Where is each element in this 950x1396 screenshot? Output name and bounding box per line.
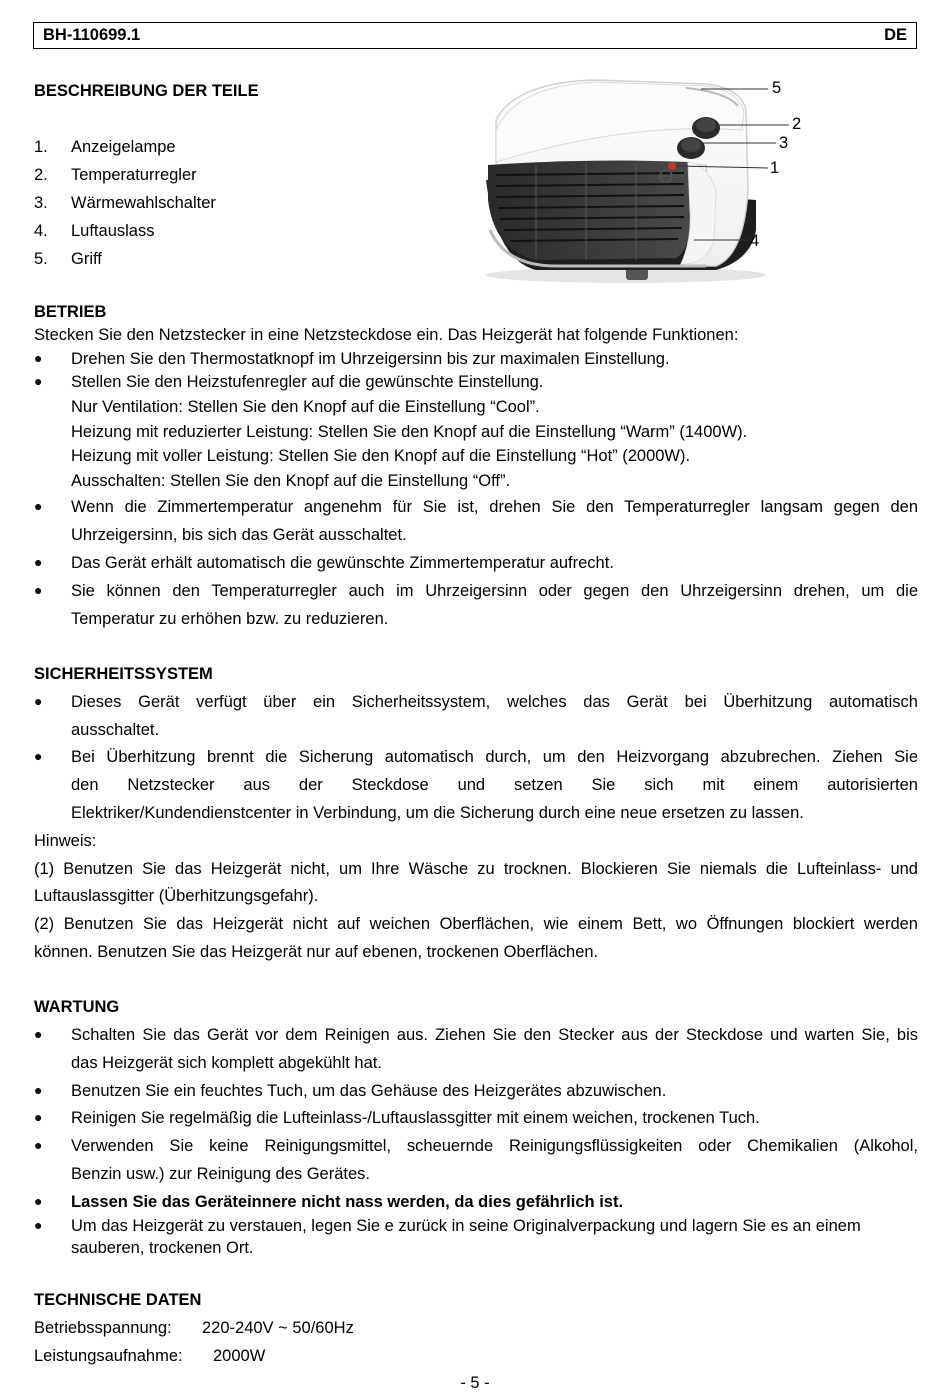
bullet-icon: ● xyxy=(34,748,43,764)
maintenance-item: Reinigen Sie regelmäßig die Lufteinlass-/Luftauslassgitter mit einem weichen, trockenen Tuch. xyxy=(71,1109,760,1127)
safety-item-cont: den Netzstecker aus der Steckdose und setzen Sie sich mit einem autorisierten xyxy=(71,776,918,794)
part-number: 4. xyxy=(34,222,48,240)
maintenance-item-cont: Benzin usw.) zur Reinigung des Gerätes. xyxy=(71,1165,370,1183)
bullet-icon: ● xyxy=(34,693,43,709)
maintenance-item-cont: das Heizgerät sich komplett abgekühlt hat. xyxy=(71,1054,382,1072)
operation-item-cont: Temperatur zu erhöhen bzw. zu reduzieren. xyxy=(71,610,389,628)
bullet-icon: ● xyxy=(34,1082,43,1098)
note-line: (2) Benutzen Sie das Heizgerät nicht auf weichen Oberflächen, wie einem Bett, wo Öffnungen blockiert werden xyxy=(34,915,918,933)
operation-item-cont: Uhrzeigersinn, bis sich das Gerät ausschaltet. xyxy=(71,526,407,544)
maintenance-item-cont: sauberen, trockenen Ort. xyxy=(71,1239,254,1257)
power-value: 2000W xyxy=(213,1347,266,1365)
part-label: Wärmewahlschalter xyxy=(71,194,216,212)
bullet-icon: ● xyxy=(34,1109,43,1125)
voltage-value: 220-240V ~ 50/60Hz xyxy=(202,1319,354,1337)
operation-subitem: Heizung mit reduzierter Leistung: Stellen Sie den Knopf auf die Einstellung “Warm” (1400W). xyxy=(71,423,748,441)
maintenance-warning: Lassen Sie das Geräteinnere nicht nass werden, da dies gefährlich ist. xyxy=(71,1193,624,1211)
bullet-icon: ● xyxy=(34,582,43,598)
bullet-icon: ● xyxy=(34,350,43,366)
operation-subitem: Heizung mit voller Leistung: Stellen Sie den Knopf auf die Einstellung “Hot” (2000W). xyxy=(71,447,691,465)
operation-item: Drehen Sie den Thermostatknopf im Uhrzeigersinn bis zur maximalen Einstellung. xyxy=(71,350,670,368)
operation-item: Wenn die Zimmertemperatur angenehm für Sie ist, drehen Sie den Temperaturregler langsam gegen den xyxy=(71,498,918,516)
page-number: - 5 - xyxy=(460,1374,490,1392)
language-code: DE xyxy=(884,26,907,44)
safety-item: Bei Überhitzung brennt die Sicherung automatisch durch, um den Heizvorgang abzubrechen. Ziehen Sie xyxy=(71,748,918,766)
operation-subitem: Nur Ventilation: Stellen Sie den Knopf auf die Einstellung “Cool”. xyxy=(71,398,540,416)
heater-figure xyxy=(476,70,816,290)
callout-label: 1 xyxy=(770,159,780,177)
maintenance-item: Um das Heizgerät zu verstauen, legen Sie e zurück in seine Originalverpackung und lagern Sie es an einem xyxy=(71,1217,861,1235)
callout-label: 3 xyxy=(779,134,789,152)
maintenance-item: Benutzen Sie ein feuchtes Tuch, um das Gehäuse des Heizgerätes abzuwischen. xyxy=(71,1082,667,1100)
operation-item: Sie können den Temperaturregler auch im Uhrzeigersinn oder gegen den Uhrzeigersinn drehen, um die xyxy=(71,582,918,600)
operation-item: Das Gerät erhält automatisch die gewünschte Zimmertemperatur aufrecht. xyxy=(71,554,614,572)
note-text xyxy=(34,860,918,879)
operation-heading: BETRIEB xyxy=(34,303,107,321)
parts-heading: BESCHREIBUNG DER TEILE xyxy=(34,82,259,100)
bullet-icon: ● xyxy=(34,1137,43,1153)
operation-subitem: Ausschalten: Stellen Sie den Knopf auf die Einstellung “Off”. xyxy=(71,472,511,490)
note-line: können. Benutzen Sie das Heizgerät nur auf ebenen, trockenen Oberflächen. xyxy=(34,943,599,961)
part-number: 5. xyxy=(34,250,48,268)
part-number: 1. xyxy=(34,138,48,156)
heater-illustration xyxy=(476,70,816,290)
callout-label: 4 xyxy=(750,232,760,250)
tech-heading: TECHNISCHE DATEN xyxy=(34,1291,202,1309)
part-label: Griff xyxy=(71,250,102,268)
maintenance-item: Verwenden Sie keine Reinigungsmittel, scheuernde Reinigungsflüssigkeiten oder Chemikalien (Alkohol, xyxy=(71,1137,918,1155)
part-number: 2. xyxy=(34,166,48,184)
safety-heading: SICHERHEITSSYSTEM xyxy=(34,665,213,683)
safety-item: Dieses Gerät verfügt über ein Sicherheitssystem, welches das Gerät bei Überhitzung automatisch xyxy=(71,693,918,711)
part-label: Anzeigelampe xyxy=(71,138,176,156)
note-line: (1) Benutzen Sie das Heizgerät nicht, um Ihre Wäsche zu trocknen. Blockieren Sie niemals die Lufteinlass- und xyxy=(34,860,918,878)
operation-item: Stellen Sie den Heizstufenregler auf die gewünschte Einstellung. xyxy=(71,373,544,391)
note-label: Hinweis: xyxy=(34,832,97,850)
safety-item-cont: ausschaltet. xyxy=(71,721,160,739)
bullet-icon: ● xyxy=(34,1193,43,1209)
document-header xyxy=(33,22,917,49)
part-number: 3. xyxy=(34,194,48,212)
note-text xyxy=(34,915,918,934)
power-label: Leistungsaufnahme: xyxy=(34,1347,183,1365)
part-label: Temperaturregler xyxy=(71,166,197,184)
callout-label: 2 xyxy=(792,115,802,133)
bullet-icon: ● xyxy=(34,1026,43,1042)
bullet-icon: ● xyxy=(34,554,43,570)
bullet-icon: ● xyxy=(34,1217,43,1233)
operation-intro: Stecken Sie den Netzstecker in eine Netzsteckdose ein. Das Heizgerät hat folgende Funktionen: xyxy=(34,326,739,344)
callout-label: 5 xyxy=(772,79,782,97)
maintenance-heading: WARTUNG xyxy=(34,998,120,1016)
model-number: BH-110699.1 xyxy=(43,26,141,44)
safety-item-cont: Elektriker/Kundendienstcenter in Verbindung, um die Sicherung durch eine neue ersetzen zu lassen. xyxy=(71,804,804,822)
voltage-label: Betriebsspannung: xyxy=(34,1319,172,1337)
maintenance-item: Schalten Sie das Gerät vor dem Reinigen aus. Ziehen Sie den Stecker aus der Steckdose und warten Sie, bis xyxy=(71,1026,918,1044)
bullet-icon: ● xyxy=(34,373,43,389)
bullet-icon: ● xyxy=(34,498,43,514)
part-label: Luftauslass xyxy=(71,222,155,240)
note-line: Luftauslassgitter (Überhitzungsgefahr). xyxy=(34,887,319,905)
